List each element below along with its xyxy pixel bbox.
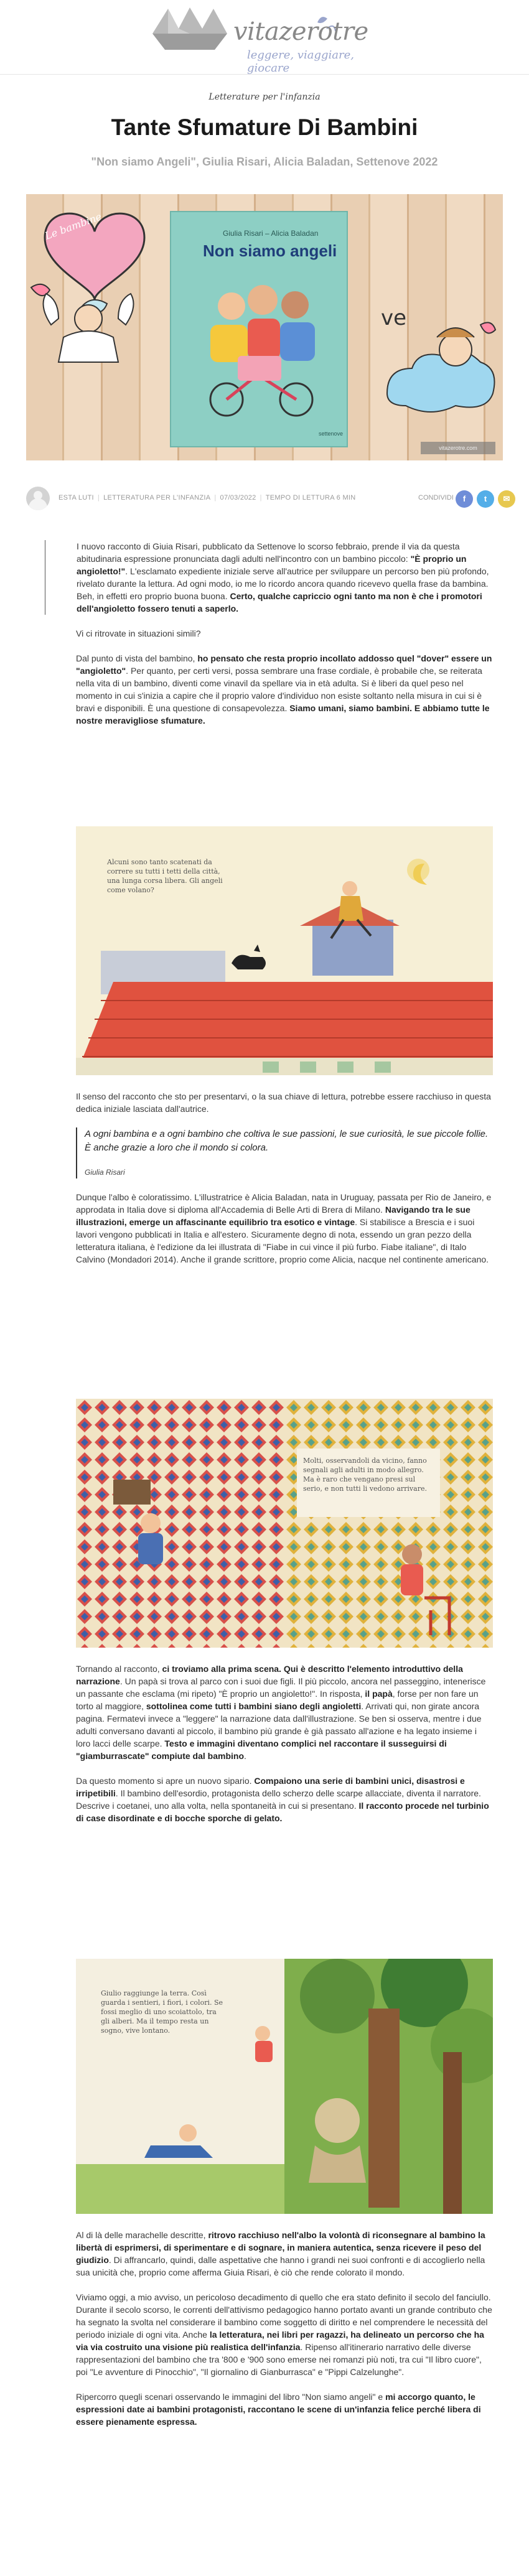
text-run: . L'esclamato expediente iniziale serve all'autrice per sviluppare un percorso ben più profondo, rivelato durante la lettura. Ad ogni modo, io me lo ricordo ancora quando ricevevo quella frase da bambina. Beh, in effetti ero proprio buona buona. — [77, 566, 489, 601]
bold-run: ho pensato che resta proprio incollato addosso quel "dover" essere un "angioletto" — [76, 653, 492, 676]
bold-run: Navigando tra le sue illustrazioni, emerge un affascinante equilibrio tra esotico e vintage — [76, 1205, 470, 1227]
twitter-share-icon[interactable]: t — [477, 490, 494, 508]
text-run: . Di affrancarlo, quindi, dalle aspettative che hanno i grandi nei suoi confronti e di accoglierlo nella sua unicità che, proprio come afferma Giuia Risari, è ciò che rende colorato il mondo. — [76, 2255, 485, 2277]
bold-run: mi accorgo quanto, le espressioni date ai bambini protagonisti, raccontano le scene di un'infanzia felice perché libera di essere pienamente espressa. — [76, 2392, 481, 2427]
text-run: Al di là delle marachelle descritte, — [76, 2230, 208, 2240]
paragraph — [76, 2291, 493, 2378]
hero-image — [26, 194, 503, 460]
hero-caption: vitazerotre.com — [421, 442, 495, 454]
paragraph — [76, 1663, 493, 1762]
illustration-caption: Alcuni sono tanto scatenati da correre su tutti i tetti della città, una lunga corsa libera. Gli angeli come volano? — [107, 858, 223, 894]
meta-separator: | — [260, 494, 262, 502]
text-run: Da questo momento si apre un nuovo sipario. — [76, 1776, 255, 1786]
text-run: . — [244, 1751, 246, 1761]
text-run: . Per quanto, per certi versi, possa sembrare una frase cordiale, è probabile che, se reiterata nella vita di un bambino, diventi come vinavil da spellare via in età adulta. Si è liberi da quel peso nel momento in cui s'inizia a capire che il proprio valore d'individuo non esiste soltanto nella misura in cui si è bravi e disponibili. È una questione di consapevolezza. — [76, 666, 482, 713]
bold-run: sottolinea come tutti i bambini siano degli angioletti — [146, 1701, 362, 1711]
book-title: Non siamo angeli — [203, 241, 337, 260]
article-intro — [76, 540, 493, 739]
meta-category[interactable]: LETTERATURA PER L'INFANZIA — [103, 494, 211, 502]
share-label: CONDIVIDI — [418, 494, 454, 502]
quote-text: A ogni bambina e a ogni bambino che coltiva le sue passioni, le sue curiosità, le sue piccole follie. È anche grazie a loro che il mondo si colora. — [85, 1129, 489, 1153]
category-kicker[interactable]: Letterature per l'infanzia — [208, 92, 321, 102]
site-header — [0, 0, 529, 75]
bold-run: Certo, qualche capriccio ogni tanto ma non è che i promotori dell'angioletto fossero tenuti a saperlo. — [77, 591, 482, 614]
logo-tagline: leggere, viaggiare, giocare — [247, 49, 354, 75]
meta-text — [59, 494, 356, 502]
text-run: I nuovo racconto di Giuia Risari, pubblicato da Settenove lo scorso febbraio, prende il via da questa abitudinaria espressione pronunciata dagli adulti nell'incontro con un bambino piccolo: — [77, 541, 460, 564]
text-run: Tornando al racconto, — [76, 1664, 162, 1674]
quote-author: Giulia Risari — [85, 1168, 125, 1177]
logo-text: vitazerotre — [233, 17, 368, 46]
illustration-rooftops — [76, 826, 493, 1075]
paragraph: Il senso del racconto che sto per presentarvi, o la sua chiave di lettura, potrebbe essere racchiuso in questa dedica iniziale lasciata dall'autrice. — [76, 1091, 491, 1114]
paragraph — [76, 1775, 493, 1824]
article-title: Tante Sfumature Di Bambini — [111, 114, 418, 140]
meta-date: 07/03/2022 — [220, 494, 256, 502]
text-run: Ripercorro quegli scenari osservando le immagini del libro "Non siamo angeli" e — [76, 2392, 386, 2402]
dedication-quote — [76, 1127, 493, 1178]
paragraph — [76, 2229, 493, 2279]
book-publisher: settenove — [319, 431, 344, 437]
bold-run: ci troviamo alla prima scena. Qui è descritto l'elemento introduttivo della narrazione — [76, 1664, 463, 1686]
book-authors: Giulia Risari – Alicia Baladan — [223, 229, 319, 238]
illustration-caption: Giulio raggiunge la terra. Così guarda i sentieri, i fiori, i colori. Se fossi meglio di uno scoiattolo, tra gli alberi. Ma il tempo resta un sogno, vive lontano. — [101, 1989, 223, 2035]
patchwork-drawing — [76, 1399, 493, 1648]
facebook-share-icon[interactable]: f — [456, 490, 473, 508]
paragraph — [76, 2391, 493, 2428]
text-run: . Il bambino dell'esordio, protagonista dello scherzo delle scarpe allacciate, diventa il narratore. Descrive i coetanei, uno alla volta, nella spontaneità in cui si presentano. — [76, 1788, 481, 1811]
site-logo[interactable] — [140, 4, 389, 75]
text-run: . Ripenso all'itinerario narrativo delle diverse rappresentazioni del bambino che tra '800 e '900 sono emerse nei romanzi più noti, tra cui "Il libro cuore", poi "Le avventure di Pinocchio", "Il giornalino di Gianburrasca" e "Pippi Calzelunghe". — [76, 2342, 482, 2377]
author-avatar[interactable] — [26, 487, 50, 510]
email-share-icon[interactable]: ✉ — [498, 490, 515, 508]
paragraph — [76, 652, 493, 727]
cloud-drawing-right — [381, 306, 495, 412]
illustration-patchwork — [76, 1399, 493, 1648]
meta-separator: | — [214, 494, 217, 502]
text-run: . Si stabilisce a Brescia e i suoi lavori vengono pubblicati in Italia e all'estero. Sicuramente degno di nota, essendo un gran pezzo della letteratura italiana, è l'edizione da lei illustrata di "Fiabe in cui vince il più furbo. Fiabe italiane", di Italo Calvino (Mondadori 2014). Anche il grande scrittore, proprio come Alicia, nacque nel continente americano. — [76, 1217, 489, 1264]
bold-run: "È proprio un angioletto!" — [77, 554, 467, 576]
illustration-forest — [76, 1959, 493, 2214]
svg-text:ve: ve — [381, 306, 407, 330]
bold-run: ritrovo racchiuso nell'albo la volontà di riconsegnare al bambino la libertà di esprimersi, di sperimentare e di sognare, in maniera autentica, senza ricevere il peso del giudizio — [76, 2230, 485, 2265]
bold-run: Compaiono una serie di bambini unici, disastrosi e irripetibili — [76, 1776, 465, 1798]
paragraph: Vi ci ritrovate in situazioni simili? — [76, 628, 201, 638]
text-run: Dal punto di vista del bambino, — [76, 653, 198, 663]
paragraph — [76, 1191, 493, 1266]
article-scenes — [76, 1663, 493, 1837]
bold-run: Il racconto procede nel turbinio di case disordinate e di bocche sporche di gelato. — [76, 1801, 489, 1823]
article-meta — [26, 485, 510, 513]
illustration-caption: Molti, osservandoli da vicino, fanno segnali agli adulti in modo allegro. Ma è raro che vengano presi sul serio, e non tutti li vedono arrivare. — [303, 1457, 427, 1493]
text-run: . Un papà si trova al parco con i suoi due figli. Il più piccolo, ancora nel passeggino, intenerisce un passante che esclama (mi ripeto) "È proprio un angioletto!". In risposta, — [76, 1676, 486, 1699]
paragraph — [45, 540, 493, 615]
meta-reading-time: TEMPO DI LETTURA 6 MIN — [265, 494, 356, 502]
article-subtitle: "Non siamo Angeli", Giulia Risari, Alicia Baladan, Settenove 2022 — [91, 156, 438, 168]
article-middle — [76, 1090, 493, 1278]
heart-text: Le bambine — [43, 210, 103, 242]
text-run: Dunque l'albo è coloratissimo. L'illustratrice è Alicia Baladan, nata in Uruguay, passata per Rio de Janeiro, e approdata in Italia dove si diploma all'Accademia di Belle Arti di Brera di Milano. — [76, 1192, 492, 1215]
meta-separator: | — [97, 494, 100, 502]
text-run: Viviamo oggi, a mio avviso, un pericoloso decadimento di quello che era stato definito il secolo del fanciullo. Durante il secolo scorso, le correnti dell'attivismo pedagogico hanno portato avanti un grande contributo che ha segnato la svolta nel considerare il bambino come soggetto di diritto e nel comprendere le necessità del periodo iniziale di ogni vita. Anche — [76, 2292, 492, 2340]
bold-run: la letteratura, nei libri per ragazzi, ha delineato un percorso che ha via via costruito una visione più realistica dell'infanzia — [76, 2330, 484, 2352]
bold-run: Siamo umani, siamo bambini. E abbiamo tutte le nostre meravigliose sfumature. — [76, 703, 490, 726]
text-run: . Arrivati qui, non girate ancora pagina. Fermatevi invece a "leggere" la narrazione data dall'illustrazione. Se ben si osserva, mentre i due adulti conversano davanti al piccolo, il bambino più grande è già passato all'azione e ha legato insieme i loro lacci delle scarpe. — [76, 1701, 482, 1748]
article-closing — [76, 2229, 493, 2440]
bold-run: Testo e immagini diventano complici nel raccontare il susseguirsi di "giamburrascate" compiute dal bambino — [76, 1738, 447, 1761]
text-run: , forse per non fare un torto al maggiore, — [76, 1689, 479, 1711]
bold-run: il papà — [365, 1689, 393, 1699]
author-name[interactable]: ESTA LUTI — [59, 494, 94, 502]
